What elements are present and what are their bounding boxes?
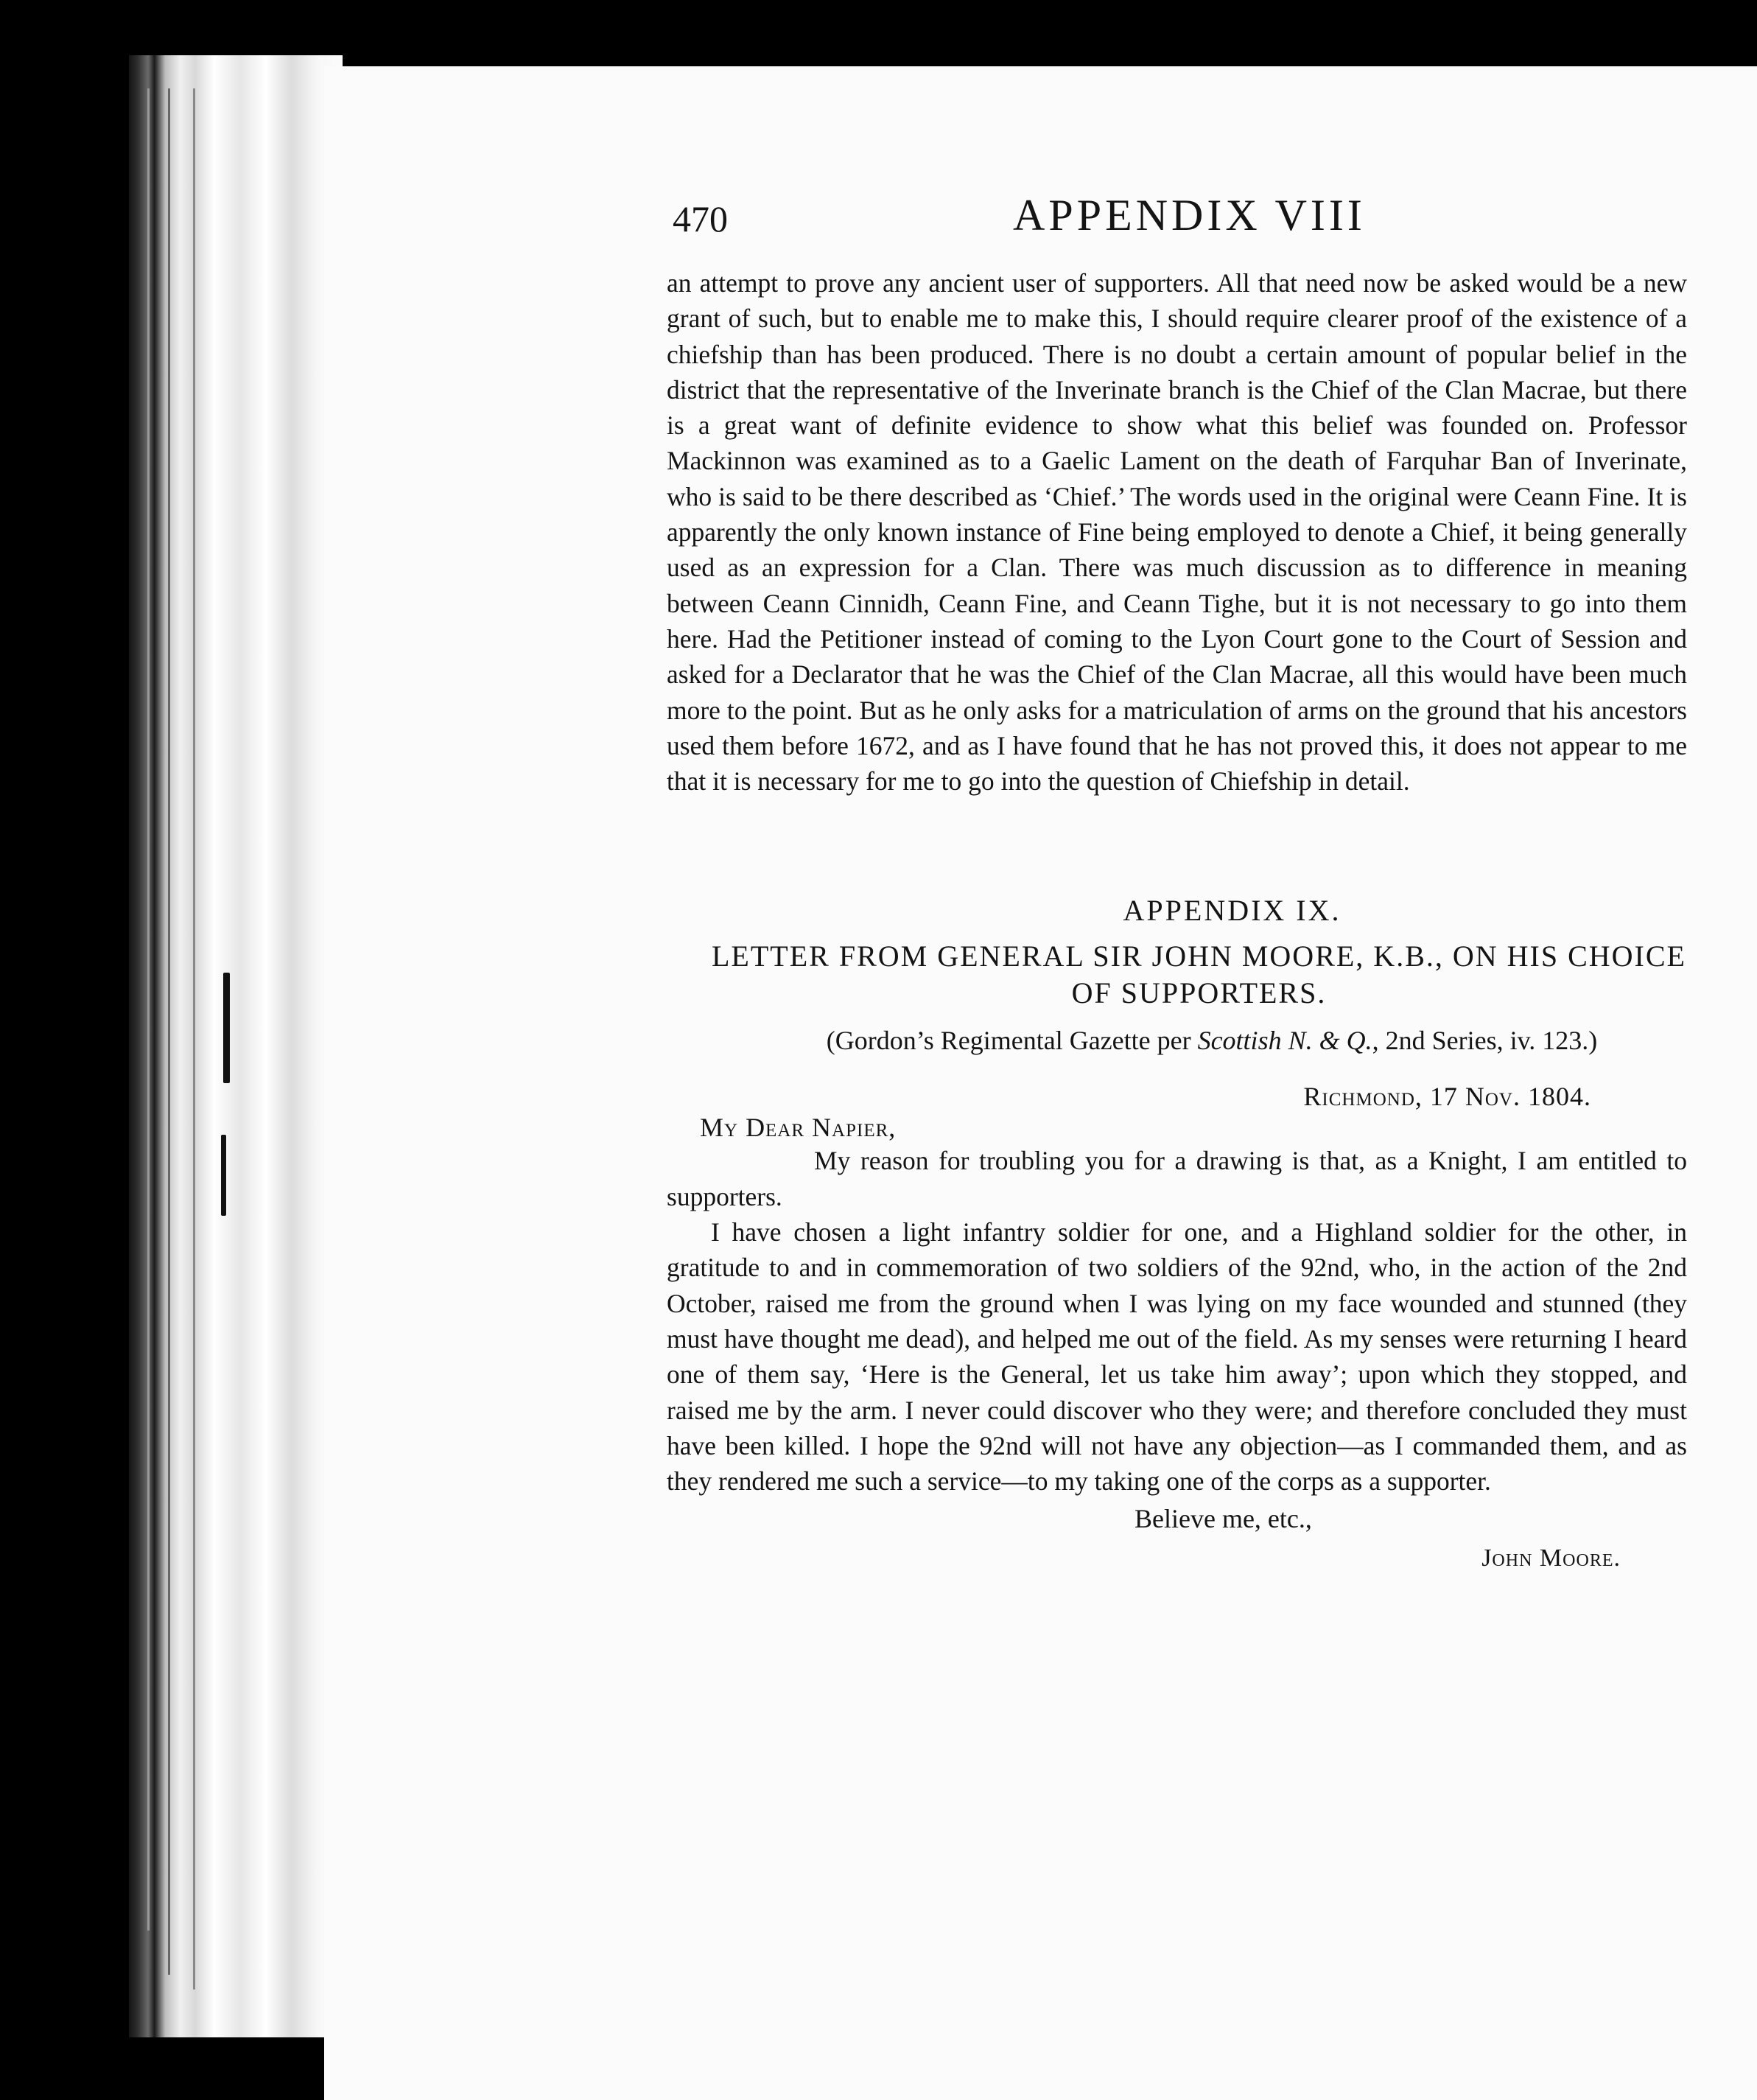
letter-salutation: My Dear Napier, [700,1113,897,1143]
page-edge-line [193,88,195,1989]
source-prefix: (Gordon’s Regimental Gazette per [826,1026,1198,1056]
book-page-edges [129,55,343,2037]
page-edge-shadow [221,1135,226,1216]
page-text [667,184,1687,1572]
letter-title: LETTER FROM GENERAL SIR JOHN MOORE, K.B., ON HIS CHOICE OF SUPPORTERS. [712,939,1686,1010]
source-suffix: , 2nd Series, iv. 123.) [1372,1026,1598,1056]
letter-paragraph: I have chosen a light infantry soldier for one, and a Highland soldier for the other, in gratitude to and in commemoration of two soldiers of the 92nd, who, in the action of the 2nd October, raised me from the ground when I was lying on my face wounded and stunned (they must have thought me dead), and helped me out of the field. As my senses were returning I heard one of them say, ‘Here is the General, let us take him away’; upon which they stopped, and raised me by the arm. I never could discover who they were; and therefore concluded they must have been killed. I hope the 92nd will not have any objection—as I commanded them, and as they rendered me such a service—to my taking one of the corps as a supporter. [667,1217,1687,1497]
page-edge-line [168,88,170,1975]
page-edge-line [147,88,150,1931]
appendix-ix-heading-block [667,893,1687,1056]
source-journal: Scottish N. & Q. [1197,1026,1372,1056]
page-header [667,184,1687,265]
letter-paragraph: My reason for troubling you for a drawing is that, as a Knight, I am entitled to supporters. [667,1146,1687,1211]
page-edge-shadow [223,973,230,1083]
appendix-heading: APPENDIX IX. [1123,894,1342,928]
source-citation [667,1025,1687,1056]
page-number: 470 [673,198,728,239]
appendix-viii-paragraph: an attempt to prove any ancient user of supporters. All that need now be asked would be a new grant of such, but to enable me to make this, I should require clearer proof of the existence of a chiefship than has been produced. There is no doubt a certain amount of popular belief in the district that the representative of the Inverinate branch is the Chief of the Clan Macrae, but there is a great want of definite evidence to show what this belief was founded on. Professor Mackinnon was examined as to a Gaelic Lament on the death of Farquhar Ban of Inverinate, who is said to be there described as ‘Chief.’ The words used in the original were Ceann Fine. It is apparently the only known instance of Fine being employed to denote a Chief, it being generally used as an expression for a Clan. There was much discussion as to difference in meaning between Ceann Cinnidh, Ceann Fine, and Ceann Tighe, but it is not necessary to go into them here. Had the Petitioner instead of coming to the Lyon Court gone to the Court of Session and asked for a Declarator that he was the Chief of the Clan Macrae, all this would have been much more to the point. But as he only asks for a matriculation of arms on the ground that his ancestors used them before 1672, and as I have found that he has not proved this, it does not appear to me that it is necessary for me to go into the question of Chiefship in detail. [667,268,1687,797]
letter-signature: John Moore. [1481,1544,1621,1572]
letter-closing: Believe me, etc., [1134,1504,1312,1534]
running-title: APPENDIX VIII [1013,191,1366,239]
letter-dateline: Richmond, 17 Nov. 1804. [1303,1082,1591,1112]
